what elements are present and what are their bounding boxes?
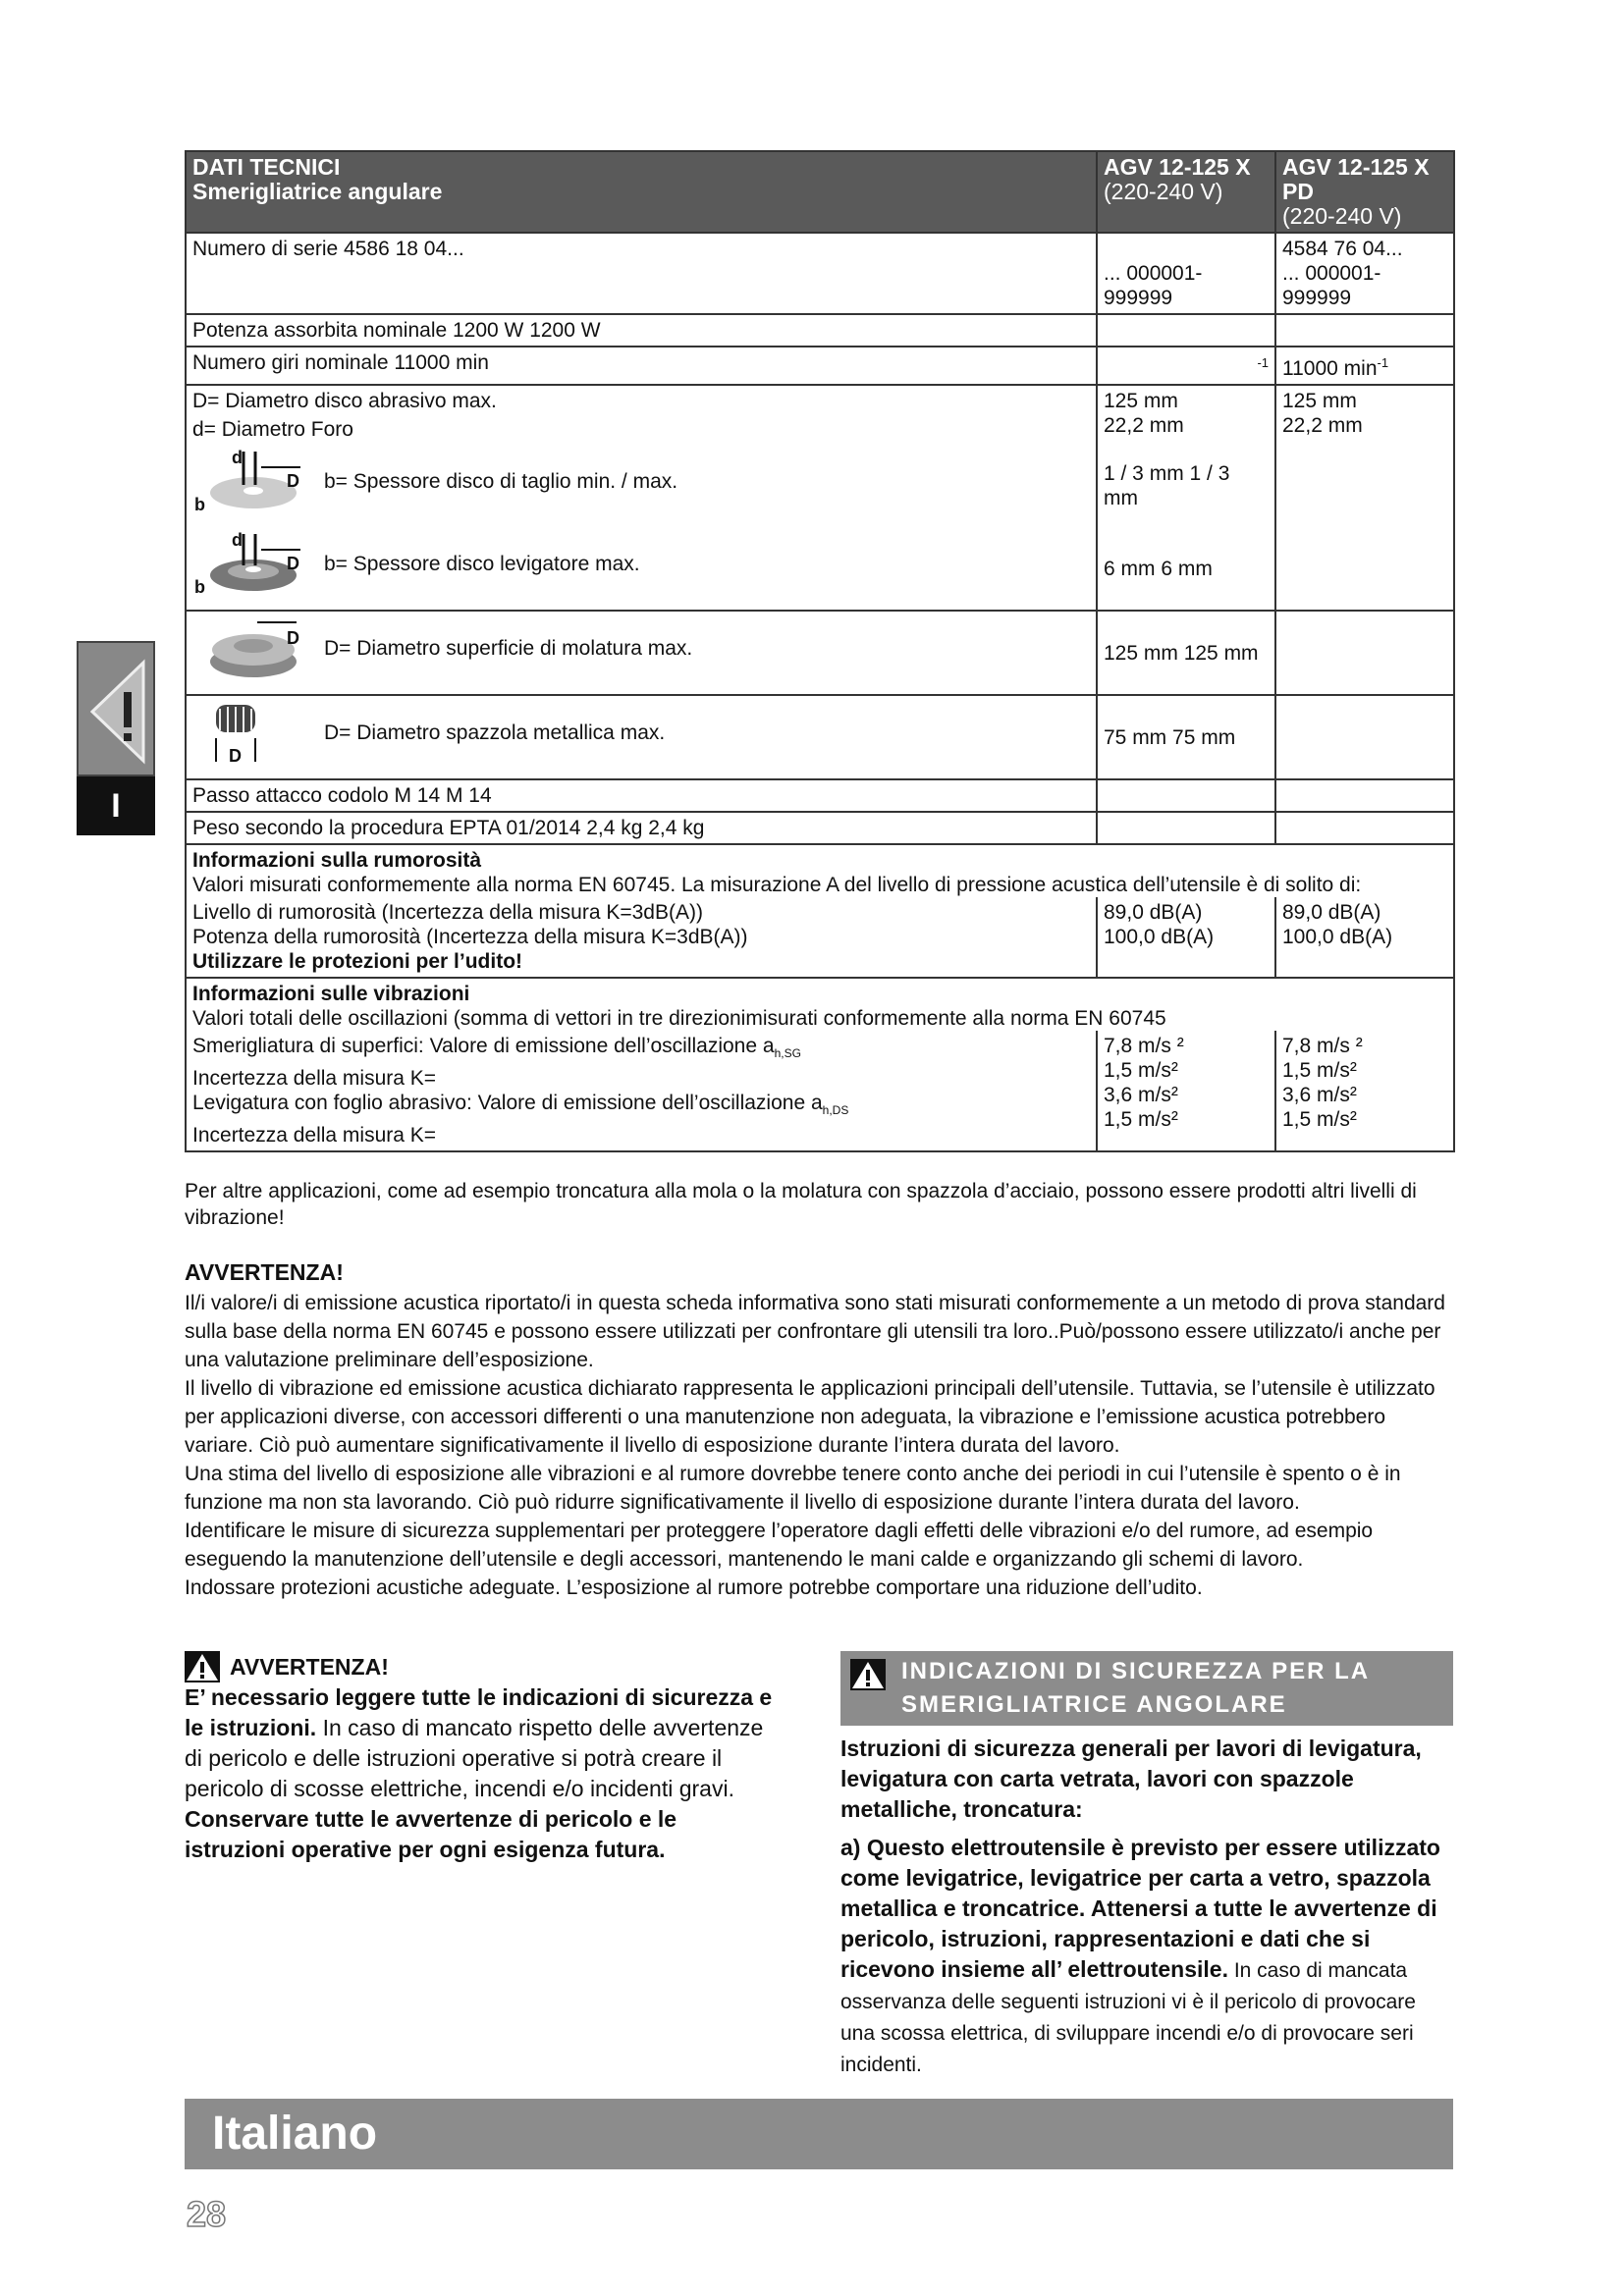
disc-v2a: 125 mm bbox=[1282, 390, 1357, 412]
table-row bbox=[186, 314, 1454, 347]
table-row bbox=[186, 233, 1454, 314]
serial-label: Numero di serie 4586 18 04... bbox=[186, 233, 1097, 314]
table-row bbox=[186, 385, 1454, 445]
disc-v2b: 22,2 mm bbox=[1282, 414, 1363, 437]
table-row bbox=[186, 978, 1454, 1031]
grinding-disc-icon bbox=[192, 530, 300, 597]
grind-thickness-label: b= Spessore disco levigatore max. bbox=[324, 552, 640, 575]
speed-v1: -1 bbox=[1097, 347, 1275, 385]
speed-v2-value: 11000 min bbox=[1282, 357, 1378, 380]
grind-thickness-v1: 6 mm 6 mm bbox=[1097, 527, 1275, 611]
sanding-pad-icon bbox=[192, 614, 300, 681]
model1-voltage: (220-240 V) bbox=[1104, 179, 1223, 204]
right-text-a: In caso di mancata osservanza delle seguenti istruzioni vi è il pericolo di provocare una scossa elettrica, di sviluppare incendi e/o di provocare seri incidenti. bbox=[840, 1959, 1416, 2076]
warning-paragraph-2: Il livello di vibrazione ed emissione acustica dichiarato rappresenta le applicazioni principali dell’utensile. Tuttavia, se l’utensile è utilizzato per applicazioni diverse, con accessori differenti o una manutenzione non adeguata, la vibrazione e l’emissione acustica potrebbero variare. Ciò può aumentare significativamente il livello di esposizione durante l’intera durata del lavoro. bbox=[185, 1377, 1435, 1457]
speed-label: Numero giri nominale 11000 min bbox=[186, 347, 1097, 385]
hole-diameter-label: d= Diametro Foro bbox=[192, 418, 353, 441]
vib-sanding-label: Levigatura con foglio abrasivo: Valore di emissione dell’oscillazione a bbox=[192, 1092, 823, 1115]
noise-title: Informazioni sulla rumorosità bbox=[192, 849, 482, 872]
icon-D-label: D bbox=[229, 746, 242, 766]
table-header-model1 bbox=[1097, 151, 1275, 233]
language-tab-letter: I bbox=[77, 776, 155, 835]
icon-D-label: D bbox=[287, 628, 299, 648]
spindle-label: Passo attacco codolo M 14 M 14 bbox=[186, 779, 1097, 812]
hearing-protection-note: Utilizzare le protezioni per l’udito! bbox=[192, 950, 523, 973]
vib-surface-v1: 7,8 m/s ² bbox=[1104, 1035, 1184, 1057]
model1-name: AGV 12-125 X bbox=[1104, 154, 1251, 180]
serial-v2-range: ... 000001-999999 bbox=[1282, 262, 1381, 309]
left-column bbox=[185, 1651, 774, 1865]
warning-paragraph-3: Una stima del livello di esposizione alle vibrazioni e al rumore dovrebbe tenere conto anche dei periodi in cui l’utensile è spento o è in funzione ma non sta lavorando. Ciò può ridurre significativamente il livello di esposizione durante l’intera durata del lavoro. bbox=[185, 1463, 1401, 1514]
disc-diameter-v1 bbox=[1097, 385, 1275, 445]
icon-d-label: d bbox=[232, 530, 243, 550]
language-footer-bar bbox=[185, 2099, 1453, 2169]
vib-unc1-v2: 1,5 m/s² bbox=[1282, 1059, 1357, 1082]
icon-D-label: D bbox=[287, 471, 299, 491]
vib-sanding-sub: h,DS bbox=[822, 1103, 849, 1118]
table-row bbox=[186, 897, 1454, 978]
left-warning-title: AVVERTENZA! bbox=[230, 1653, 389, 1680]
warning-paragraph-1: Il/i valore/i di emissione acustica riportato/i in questa scheda informativa sono stati misurati conformemente a un metodo di prova standard sulla base della norma EN 60745 e possono essere utilizzati per confrontare gli utensili tra loro..Può/possono essere utilizzato/i anche per una valutazione preliminare dell’esposizione. bbox=[185, 1292, 1445, 1371]
cut-thickness-label: b= Spessore disco di taglio min. / max. bbox=[324, 469, 678, 493]
table-row bbox=[186, 347, 1454, 385]
noise-power-v2: 100,0 dB(A) bbox=[1282, 926, 1393, 948]
table-row bbox=[186, 695, 1454, 779]
vib-sanding-v2: 3,6 m/s² bbox=[1282, 1084, 1357, 1106]
page-number: 28 bbox=[187, 2194, 227, 2234]
disc-diameter-label: D= Diametro disco abrasivo max. bbox=[192, 390, 497, 412]
icon-b-label: b bbox=[194, 577, 205, 597]
icon-b-label: b bbox=[194, 495, 205, 514]
brush-diameter-label: D= Diametro spazzola metallica max. bbox=[324, 721, 666, 744]
cutting-disc-icon bbox=[192, 448, 300, 514]
vibration-title: Informazioni sulle vibrazioni bbox=[192, 983, 470, 1005]
vib-surface-sub: h,SG bbox=[774, 1046, 801, 1061]
table-header-model2 bbox=[1275, 151, 1454, 233]
table-row bbox=[186, 1031, 1454, 1151]
warning-paragraph-4: Identificare le misure di sicurezza supplementari per proteggere l’operatore dagli effetti delle vibrazioni e/o del rumore, ad esempio eseguendo la manutenzione dell’utensile e degli accessori, mantenendo le mani calde e organizzando gli schemi di lavoro. bbox=[185, 1520, 1374, 1571]
vib-unc2-v1: 1,5 m/s² bbox=[1104, 1108, 1178, 1131]
serial-v2 bbox=[1275, 233, 1454, 314]
surface-diameter-v1: 125 mm 125 mm bbox=[1097, 611, 1275, 695]
right-column bbox=[840, 1651, 1453, 2080]
vib-sanding-v1: 3,6 m/s² bbox=[1104, 1084, 1178, 1106]
serial-v1: ... 000001-999999 bbox=[1097, 233, 1275, 314]
vib-unc1-v1: 1,5 m/s² bbox=[1104, 1059, 1178, 1082]
disc-v1b: 22,2 mm bbox=[1104, 414, 1184, 437]
table-row bbox=[186, 611, 1454, 695]
table-header-title bbox=[186, 151, 1097, 233]
brush-diameter-v1: 75 mm 75 mm bbox=[1097, 695, 1275, 779]
surface-diameter-label: D= Diametro superficie di molatura max. bbox=[324, 636, 693, 660]
warning-block bbox=[185, 1258, 1453, 1602]
noise-level-v2: 89,0 dB(A) bbox=[1282, 901, 1381, 924]
cut-thickness-v1: 1 / 3 mm 1 / 3 mm bbox=[1097, 445, 1275, 527]
vib-unc2-label: Incertezza della misura K= bbox=[192, 1124, 437, 1148]
other-applications-note: Per altre applicazioni, come ad esempio troncatura alla mola o la molatura con spazzola d’acciaio, possono essere prodotti altri livelli di vibrazione! bbox=[185, 1180, 1417, 1229]
left-bold-1: E’ necessario leggere tutte le indicazioni di sicurezza e le istruzioni. bbox=[185, 1684, 773, 1740]
left-text-1: In caso di mancato rispetto delle avvertenze di pericolo e delle istruzioni operative si potrà creare il pericolo di scosse elettriche, incendi e/o incidenti gravi. bbox=[185, 1715, 764, 1801]
wire-brush-icon bbox=[192, 699, 300, 766]
icon-d-label: d bbox=[232, 448, 243, 467]
speed-v2 bbox=[1275, 347, 1454, 385]
disc-v1a: 125 mm bbox=[1104, 390, 1178, 412]
warning-block-title: AVVERTENZA! bbox=[185, 1259, 344, 1285]
noise-power-v1: 100,0 dB(A) bbox=[1104, 926, 1215, 948]
table-row bbox=[186, 812, 1454, 844]
table-row bbox=[186, 445, 1454, 527]
power-label: Potenza assorbita nominale 1200 W 1200 W bbox=[186, 314, 1097, 347]
language-side-tab bbox=[77, 641, 155, 835]
safety-banner bbox=[840, 1651, 1453, 1726]
warning-icon bbox=[185, 1651, 220, 1682]
right-bold-a: a) Questo elettroutensile è previsto per essere utilizzato come levigatrice, levigatrice per carta a vetro, spazzola metallica e troncatrice. Attenersi a tutte le avvertenze di pericolo, istruzioni, rappresentazioni e dati che si ricevono insieme all’ elettroutensile. bbox=[840, 1835, 1440, 1982]
vib-unc2-v2: 1,5 m/s² bbox=[1282, 1108, 1357, 1131]
vib-surface-v2: 7,8 m/s ² bbox=[1282, 1035, 1363, 1057]
noise-power-label: Potenza della rumorosità (Incertezza della misura K=3dB(A)) bbox=[192, 926, 748, 948]
disc-diameter-cell bbox=[186, 385, 1097, 445]
serial-v2-top: 4584 76 04... bbox=[1282, 238, 1403, 260]
icon-D-label: D bbox=[287, 554, 299, 573]
header-subtitle: Smerigliatrice angulare bbox=[192, 179, 443, 204]
vibration-intro: Valori totali delle oscillazioni (somma di vettori in tre direzionimisurati conformemente alla norma EN 60745 bbox=[192, 1007, 1166, 1030]
weight-label: Peso secondo la procedura EPTA 01/2014 2,4 kg 2,4 kg bbox=[186, 812, 1097, 844]
vib-surface-label: Smerigliatura di superfici: Valore di emissione dell’oscillazione a bbox=[192, 1035, 775, 1057]
banner-line-1: INDICAZIONI DI SICUREZZA PER LA bbox=[901, 1658, 1371, 1684]
noise-intro: Valori misurati conformemente alla norma EN 60745. La misurazione A del livello di pressione acustica dell’utensile è di solito di: bbox=[192, 874, 1362, 896]
table-row bbox=[186, 779, 1454, 812]
disc-diameter-v2 bbox=[1275, 385, 1454, 445]
right-subtitle: Istruzioni di sicurezza generali per lavori di levigatura, levigatura con carta vetrata, lavori con spazzole metalliche, troncatura: bbox=[840, 1735, 1422, 1822]
header-title: DATI TECNICI bbox=[192, 154, 341, 180]
model2-name: AGV 12-125 X PD bbox=[1282, 154, 1430, 204]
warning-icon bbox=[850, 1659, 886, 1690]
footer-language: Italiano bbox=[212, 2108, 378, 2160]
noise-level-label: Livello di rumorosità (Incertezza della misura K=3dB(A)) bbox=[192, 901, 703, 924]
warning-triangle-icon bbox=[77, 641, 155, 776]
warning-paragraph-5: Indossare protezioni acustiche adeguate. L’esposizione al rumore potrebbe comportare una riduzione dell’udito. bbox=[185, 1576, 1203, 1599]
table-row bbox=[186, 527, 1454, 611]
model2-voltage: (220-240 V) bbox=[1282, 203, 1402, 229]
technical-data-table bbox=[185, 150, 1455, 1152]
left-bold-2: Conservare tutte le avvertenze di pericolo e le istruzioni operative per ogni esigenza futura. bbox=[185, 1806, 677, 1862]
table-row bbox=[186, 844, 1454, 897]
banner-line-2: SMERIGLIATRICE ANGOLARE bbox=[901, 1691, 1287, 1718]
speed-v2-sup: -1 bbox=[1377, 355, 1389, 370]
vib-unc1-label: Incertezza della misura K= bbox=[192, 1067, 437, 1091]
noise-level-v1: 89,0 dB(A) bbox=[1104, 901, 1203, 924]
